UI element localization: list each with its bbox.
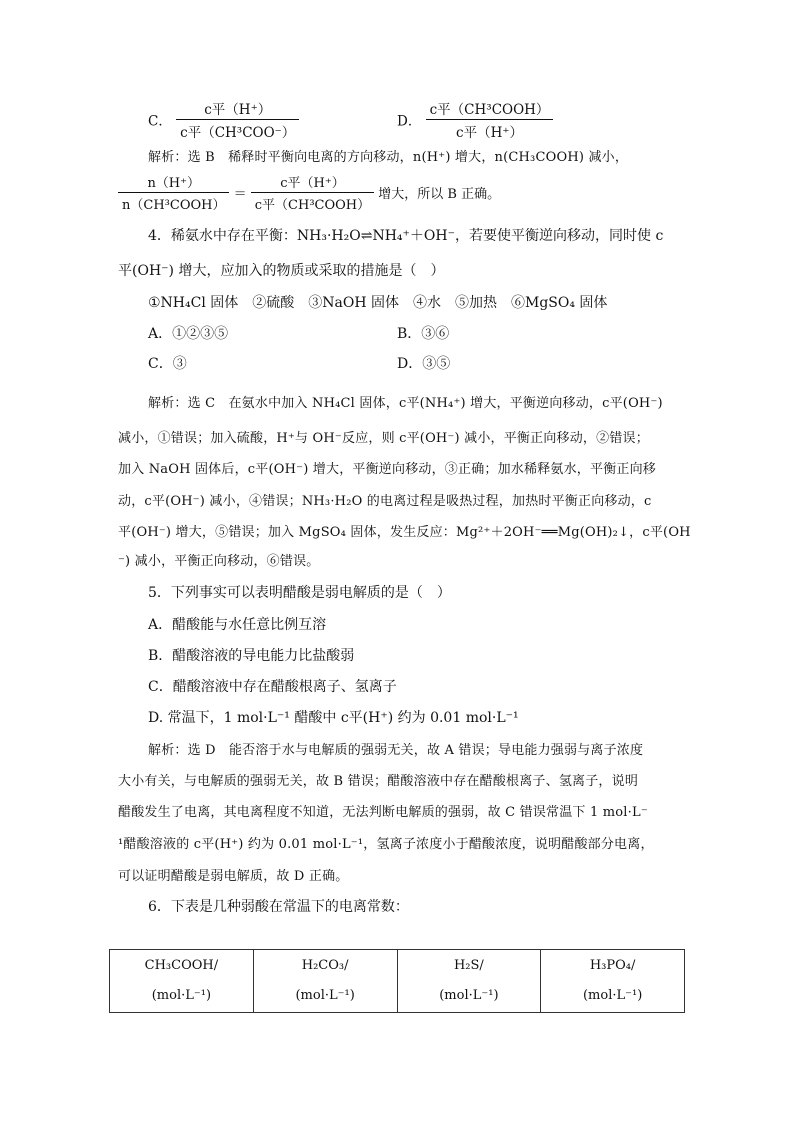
q3-analysis-fraction-2 [251,172,374,213]
q3-option-c-fraction [176,98,299,141]
q5-analysis-line: 解析：选 D 能否溶于水与电解质的强弱无关，故 A 错误；导电能力强弱与离子浓度 [148,743,644,758]
q3-option-c-numerator: c平（H⁺） [204,102,272,118]
q5-analysis-line: 可以证明醋酸是弱电解质，故 D 正确。 [118,869,349,884]
q4-analysis-line: ⁻) 减小，平衡正向移动，⑥错误。 [118,554,320,569]
table-row [110,950,685,1013]
q3-analysis-line1: 解析：选 B 稀释时平衡向电离的方向移动，n(H⁺) 增大，n(CH₃COOH) 减小， [148,150,629,165]
q3-option-d-denominator: c平（H⁺） [426,119,554,141]
q5-analysis-line: ¹醋酸溶液的 c平(H⁺) 约为 0.01 mol·L⁻¹，氢离子浓度小于醋酸浓度，说明醋酸部分电离， [118,837,654,852]
q4-option-d: D．③⑤ [397,356,451,372]
q3-analysis-frac2-den: c平（CH³COOH） [251,192,374,213]
q5-analysis-line: 醋酸发生了电离，其电离程度不知道，无法判断电解质的强弱，故 C 错误常温下 1 mol·L⁻ [118,805,648,820]
table-header-cell [397,950,541,1013]
header-formula: H₃PO₄/ [589,958,636,973]
table-header-cell [253,950,397,1013]
q4-items: ①NH₄Cl 固体 ②硫酸 ③NaOH 固体 ④水 ⑤加热 ⑥MgSO₄ 固体 [148,295,608,311]
q3-analysis-fraction-line [118,172,500,213]
q3-option-d [397,98,553,141]
q4-analysis-line: 解析：选 C 在氨水中加入 NH₄Cl 固体，c平(NH₄⁺) 增大，平衡逆向移动，c平(OH⁻) [148,396,663,411]
q3-option-c-label: C． [148,113,172,130]
table-header-cell [110,950,254,1013]
table-header-cell [541,950,685,1013]
q5-analysis-line: 大小有关，与电解质的强弱无关，故 B 错误；醋酸溶液中存在醋酸根离子、氢离子，说明 [118,774,639,789]
q3-option-c-denominator: c平（CH³COO⁻） [176,119,299,141]
q5-option-b: B．醋酸溶液的导电能力比盐酸弱 [148,648,355,664]
q4-analysis-line: 平(OH⁻) 增大，⑤错误；加入 MgSO₄ 固体，发生反应：Mg²⁺＋2OH⁻══Mg(OH)₂↓，c平(OH [118,525,691,540]
q3-analysis-frac2-num: c平（H⁺） [280,176,345,191]
q3-analysis-frac1-den: n（CH³COOH） [118,192,229,213]
q5-option-c: C．醋酸溶液中存在醋酸根离子、氢离子 [148,679,397,695]
q4-analysis-line: 动，c平(OH⁻) 减小，④错误；NH₃·H₂O 的电离过程是吸热过程，加热时平衡正向移动，c [118,494,652,509]
q5-option-d: D. 常温下，1 mol·L⁻¹ 醋酸中 c平(H⁺) 约为 0.01 mol·L⁻¹ [148,710,519,726]
q3-option-d-fraction [426,98,554,141]
q4-option-a: A．①②③⑤ [148,326,229,342]
q3-option-c [148,98,299,141]
header-formula: H₂CO₃/ [301,958,349,973]
q4-stem-line2: 平(OH⁻) 增大，应加入的物质或采取的措施是（ ） [118,263,445,279]
header-formula: CH₃COOH/ [144,958,219,973]
header-unit: (mol·L⁻¹) [151,988,212,1003]
q3-option-d-label: D． [397,113,422,130]
q5-option-a: A．醋酸能与水任意比例互溶 [148,617,327,633]
header-unit: (mol·L⁻¹) [295,988,355,1003]
q3-analysis-tail: 增大，所以 B 正确。 [378,187,501,202]
q6-stem: 6．下表是几种弱酸在常温下的电离常数： [148,899,409,915]
q3-analysis-frac1-num: n（H⁺） [147,176,201,191]
q3-option-d-numerator: c平（CH³COOH） [429,102,550,118]
q4-stem-line1: 4．稀氨水中存在平衡：NH₃·H₂O⇌NH₄⁺＋OH⁻，若要使平衡逆向移动，同时使 c [148,228,664,244]
q4-analysis-line: 减小，①错误；加入硫酸，H⁺与 OH⁻反应，则 c平(OH⁻) 减小，平衡正向移动，②错误； [118,431,649,446]
header-unit: (mol·L⁻¹) [439,988,499,1003]
q3-analysis-fraction-1 [118,172,229,213]
acid-constants-table [109,949,685,1013]
header-unit: (mol·L⁻¹) [582,988,643,1003]
header-formula: H₂S/ [453,958,484,973]
q5-stem: 5．下列事实可以表明醋酸是弱电解质的是（ ） [148,585,451,601]
q4-analysis-line: 加入 NaOH 固体后，c平(OH⁻) 增大，平衡逆向移动，③正确；加水稀释氨水，平衡正向移 [118,462,656,477]
q4-option-c: C．③ [148,356,187,372]
q3-analysis-equals: ＝ [233,187,247,202]
q4-option-b: B．③⑥ [397,326,450,342]
